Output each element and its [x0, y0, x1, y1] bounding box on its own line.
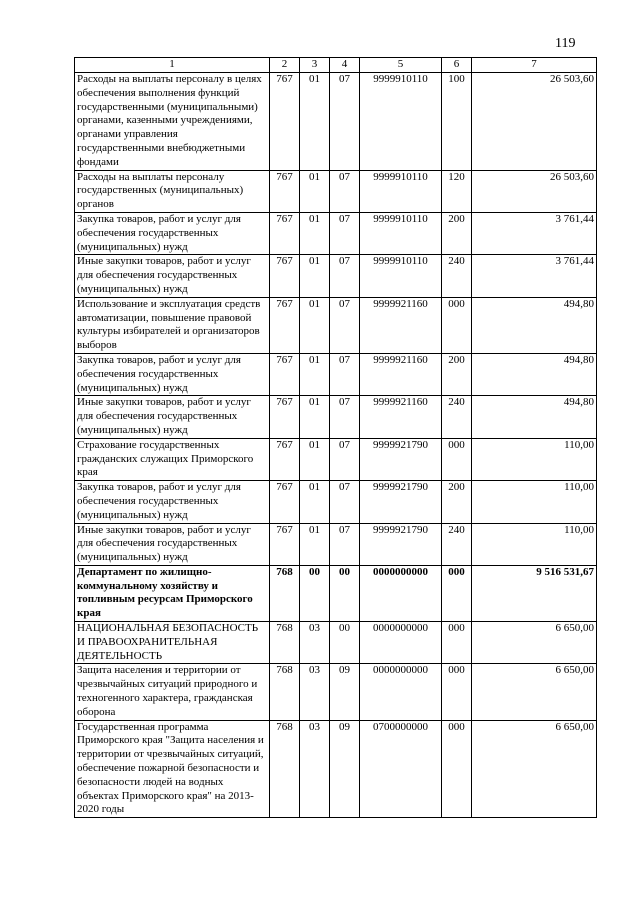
ministry-code-cell: 767 [270, 523, 300, 565]
expense-type-cell: 200 [442, 353, 472, 395]
column-header: 2 [270, 58, 300, 73]
expense-type-cell: 000 [442, 622, 472, 664]
row-name-cell: НАЦИОНАЛЬНАЯ БЕЗОПАСНОСТЬ И ПРАВООХРАНИТЕЛЬНАЯ ДЕЯТЕЛЬНОСТЬ [75, 622, 270, 664]
expense-type-cell: 240 [442, 523, 472, 565]
table-row [75, 720, 597, 818]
section-code-cell: 01 [300, 73, 330, 171]
table-row [75, 438, 597, 480]
subsection-code-cell: 07 [330, 255, 360, 297]
amount-cell: 494,80 [472, 297, 597, 353]
table-row [75, 255, 597, 297]
row-name-cell: Защита населения и территории от чрезвычайных ситуаций природного и техногенного характера, гражданская оборона [75, 664, 270, 720]
section-code-cell: 01 [300, 212, 330, 254]
column-header: 4 [330, 58, 360, 73]
table-row [75, 297, 597, 353]
amount-cell: 26 503,60 [472, 170, 597, 212]
row-name-cell: Департамент по жилищно-коммунальному хозяйству и топливным ресурсам Приморского края [75, 565, 270, 621]
ministry-code-cell: 767 [270, 170, 300, 212]
subsection-code-cell: 09 [330, 664, 360, 720]
row-name-cell: Страхование государственных гражданских служащих Приморского края [75, 438, 270, 480]
target-article-cell: 0000000000 [360, 622, 442, 664]
column-header: 6 [442, 58, 472, 73]
target-article-cell: 9999910110 [360, 255, 442, 297]
subsection-code-cell: 07 [330, 438, 360, 480]
amount-cell: 26 503,60 [472, 73, 597, 171]
target-article-cell: 9999921790 [360, 481, 442, 523]
section-code-cell: 03 [300, 622, 330, 664]
amount-cell: 9 516 531,67 [472, 565, 597, 621]
subsection-code-cell: 07 [330, 73, 360, 171]
target-article-cell: 9999921160 [360, 353, 442, 395]
row-name-cell: Закупка товаров, работ и услуг для обеспечения государственных (муниципальных) нужд [75, 481, 270, 523]
section-code-cell: 01 [300, 170, 330, 212]
subsection-code-cell: 07 [330, 481, 360, 523]
table-row [75, 212, 597, 254]
row-name-cell: Иные закупки товаров, работ и услуг для обеспечения государственных (муниципальных) нужд [75, 396, 270, 438]
row-name-cell: Иные закупки товаров, работ и услуг для обеспечения государственных (муниципальных) нужд [75, 523, 270, 565]
column-header: 1 [75, 58, 270, 73]
section-code-cell: 00 [300, 565, 330, 621]
subsection-code-cell: 07 [330, 170, 360, 212]
subsection-code-cell: 07 [330, 212, 360, 254]
expense-type-cell: 240 [442, 396, 472, 438]
row-name-cell: Иные закупки товаров, работ и услуг для обеспечения государственных (муниципальных) нужд [75, 255, 270, 297]
section-code-cell: 01 [300, 481, 330, 523]
ministry-code-cell: 767 [270, 297, 300, 353]
table-row [75, 622, 597, 664]
amount-cell: 3 761,44 [472, 212, 597, 254]
section-code-cell: 03 [300, 664, 330, 720]
table-body [75, 73, 597, 818]
section-code-cell: 01 [300, 438, 330, 480]
table-row [75, 353, 597, 395]
subsection-code-cell: 07 [330, 396, 360, 438]
row-name-cell: Расходы на выплаты персоналу в целях обеспечения выполнения функций государственными (муниципальными) органами, казенными учреждениями, органами управления государственными внебюджетными фондами [75, 73, 270, 171]
column-header: 7 [472, 58, 597, 73]
expense-type-cell: 200 [442, 481, 472, 523]
expense-type-cell: 000 [442, 297, 472, 353]
table-row [75, 73, 597, 171]
amount-cell: 110,00 [472, 523, 597, 565]
expense-type-cell: 100 [442, 73, 472, 171]
section-code-cell: 01 [300, 523, 330, 565]
amount-cell: 3 761,44 [472, 255, 597, 297]
target-article-cell: 0700000000 [360, 720, 442, 818]
ministry-code-cell: 768 [270, 565, 300, 621]
section-code-cell: 01 [300, 353, 330, 395]
expense-type-cell: 200 [442, 212, 472, 254]
ministry-code-cell: 767 [270, 255, 300, 297]
amount-cell: 6 650,00 [472, 622, 597, 664]
amount-cell: 110,00 [472, 438, 597, 480]
target-article-cell: 9999910110 [360, 212, 442, 254]
table-row [75, 664, 597, 720]
column-header: 3 [300, 58, 330, 73]
amount-cell: 110,00 [472, 481, 597, 523]
table-row [75, 170, 597, 212]
target-article-cell: 9999910110 [360, 73, 442, 171]
ministry-code-cell: 768 [270, 664, 300, 720]
expense-type-cell: 120 [442, 170, 472, 212]
ministry-code-cell: 767 [270, 73, 300, 171]
section-code-cell: 01 [300, 297, 330, 353]
expense-type-cell: 000 [442, 720, 472, 818]
subsection-code-cell: 07 [330, 297, 360, 353]
ministry-code-cell: 767 [270, 212, 300, 254]
budget-table [74, 57, 597, 818]
subsection-code-cell: 07 [330, 523, 360, 565]
target-article-cell: 9999921160 [360, 297, 442, 353]
amount-cell: 494,80 [472, 353, 597, 395]
target-article-cell: 9999910110 [360, 170, 442, 212]
column-header: 5 [360, 58, 442, 73]
subsection-code-cell: 07 [330, 353, 360, 395]
ministry-code-cell: 767 [270, 396, 300, 438]
ministry-code-cell: 767 [270, 438, 300, 480]
row-name-cell: Закупка товаров, работ и услуг для обеспечения государственных (муниципальных) нужд [75, 353, 270, 395]
target-article-cell: 9999921160 [360, 396, 442, 438]
target-article-cell: 0000000000 [360, 565, 442, 621]
subsection-code-cell: 00 [330, 622, 360, 664]
expense-type-cell: 000 [442, 438, 472, 480]
page-number: 119 [555, 36, 576, 51]
section-code-cell: 01 [300, 255, 330, 297]
table-header-row [75, 58, 597, 73]
table-row [75, 396, 597, 438]
table-row [75, 565, 597, 621]
row-name-cell: Расходы на выплаты персоналу государственных (муниципальных) органов [75, 170, 270, 212]
expense-type-cell: 000 [442, 664, 472, 720]
row-name-cell: Государственная программа Приморского края "Защита населения и территории от чрезвычайных ситуаций, обеспечение пожарной безопасности и безопасности людей на водных объектах Приморского края" на 2013-2020 годы [75, 720, 270, 818]
amount-cell: 494,80 [472, 396, 597, 438]
table-row [75, 523, 597, 565]
ministry-code-cell: 768 [270, 622, 300, 664]
ministry-code-cell: 768 [270, 720, 300, 818]
amount-cell: 6 650,00 [472, 664, 597, 720]
amount-cell: 6 650,00 [472, 720, 597, 818]
table-row [75, 481, 597, 523]
target-article-cell: 0000000000 [360, 664, 442, 720]
subsection-code-cell: 09 [330, 720, 360, 818]
ministry-code-cell: 767 [270, 353, 300, 395]
subsection-code-cell: 00 [330, 565, 360, 621]
expense-type-cell: 240 [442, 255, 472, 297]
target-article-cell: 9999921790 [360, 523, 442, 565]
section-code-cell: 01 [300, 396, 330, 438]
row-name-cell: Использование и эксплуатация средств автоматизации, повышение правовой культуры избирателей и организаторов выборов [75, 297, 270, 353]
expense-type-cell: 000 [442, 565, 472, 621]
ministry-code-cell: 767 [270, 481, 300, 523]
row-name-cell: Закупка товаров, работ и услуг для обеспечения государственных (муниципальных) нужд [75, 212, 270, 254]
section-code-cell: 03 [300, 720, 330, 818]
target-article-cell: 9999921790 [360, 438, 442, 480]
